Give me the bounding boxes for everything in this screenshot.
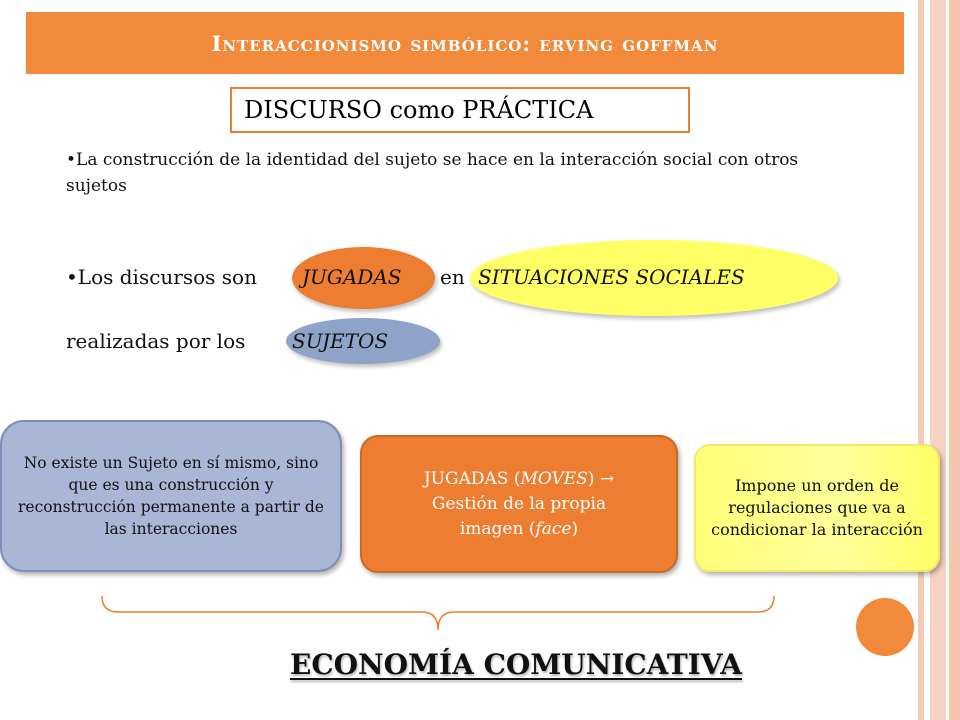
curly-brace xyxy=(100,594,780,634)
box-jugadas-moves: MOVES xyxy=(520,468,588,489)
box-jugadas xyxy=(360,435,678,573)
bullet-discursos: •Los discursos son xyxy=(66,265,257,289)
decor-circle xyxy=(856,598,914,656)
line-realizadas-prefix: realizadas por los xyxy=(66,329,246,353)
decor-stripe xyxy=(930,0,946,720)
box-jugadas-l1c: ) → xyxy=(587,468,615,489)
box-orden xyxy=(694,444,940,572)
box-sujeto-text: No existe un Sujeto en sí mismo, sino que es una construcción y reconstrucción permanente a partir de las interacciones xyxy=(18,454,324,538)
sujetos-keyword: SUJETOS xyxy=(292,329,389,353)
subtitle-box xyxy=(230,87,690,133)
bullet-discursos-prefix: Los discursos son xyxy=(77,265,257,289)
situaciones-keyword: SITUACIONES SOCIALES xyxy=(478,265,745,289)
box-jugadas-l3c: ) xyxy=(571,518,579,539)
box-jugadas-l3a: imagen ( xyxy=(459,518,536,539)
box-jugadas-face: face xyxy=(535,518,572,539)
box-jugadas-text xyxy=(424,467,614,542)
box-jugadas-l2: Gestión de la propia xyxy=(431,493,607,514)
bullet-discursos-middle: en xyxy=(440,265,465,289)
jugadas-keyword: JUGADAS xyxy=(302,265,402,289)
decor-stripe xyxy=(949,0,960,720)
slide-title: Interaccionismo simbólico: erving goffman xyxy=(211,30,719,56)
bullet-identity-text: La construcción de la identidad del sujeto se hace en la interacción social con otros sujetos xyxy=(66,150,799,196)
box-sujeto xyxy=(0,420,342,572)
box-jugadas-l1a: JUGADAS ( xyxy=(423,468,521,489)
title-bar xyxy=(26,12,904,74)
footer-title: ECONOMÍA COMUNICATIVA xyxy=(290,648,743,681)
bullet-identity: •La construcción de la identidad del sujeto se hace en la interacción social con otros sujetos xyxy=(66,150,799,196)
subtitle-text: DISCURSO como PRÁCTICA xyxy=(244,96,594,124)
box-orden-text: Impone un orden de regulaciones que va a condicionar la interacción xyxy=(711,476,923,539)
decor-stripe xyxy=(918,0,924,720)
